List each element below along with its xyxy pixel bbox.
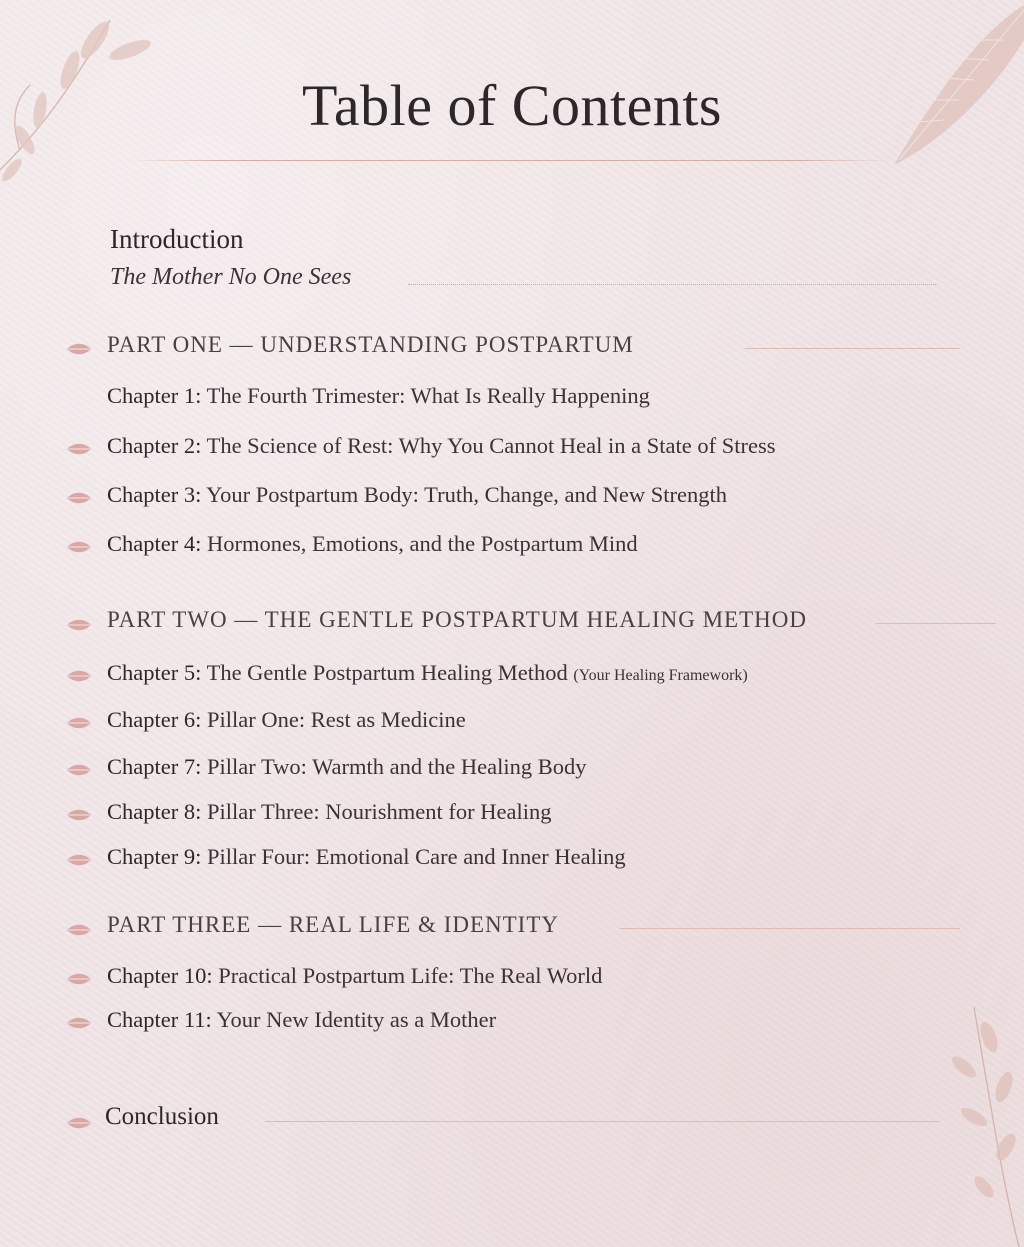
conclusion-divider (265, 1121, 940, 1122)
title-divider (130, 160, 890, 161)
chapter-5: Chapter 5: The Gentle Postpartum Healing Method (Your Healing Framework) (107, 660, 748, 685)
chapter-7: Chapter 7: Pillar Two: Warmth and the Healing Body (107, 754, 587, 779)
conclusion-heading: Conclusion (105, 1103, 219, 1130)
introduction-subtitle: The Mother No One Sees (110, 264, 352, 290)
botanical-branch-icon (934, 997, 1024, 1247)
leaf-bullet-icon (66, 808, 92, 822)
introduction-heading: Introduction (110, 224, 244, 254)
leaf-bullet-icon (66, 618, 92, 632)
leaf-bullet-icon (66, 491, 92, 505)
chapter-3: Chapter 3: Your Postpartum Body: Truth, Change, and New Strength (107, 482, 728, 507)
introduction-leader (408, 284, 938, 286)
leaf-bullet-icon (66, 540, 92, 554)
leaf-bullet-icon (66, 763, 92, 777)
leaf-bullet-icon (66, 442, 92, 456)
part-one-heading: PART ONE — UNDERSTANDING POSTPARTUM (107, 332, 634, 357)
part-three-heading: PART THREE — REAL LIFE & IDENTITY (107, 912, 559, 937)
part-one-divider (745, 348, 960, 349)
chapter-6: Chapter 6: Pillar One: Rest as Medicine (107, 707, 466, 732)
part-three-divider (620, 928, 960, 929)
leaf-bullet-icon (66, 972, 92, 986)
chapter-8: Chapter 8: Pillar Three: Nourishment for Healing (107, 799, 552, 824)
leaf-bullet-icon (66, 669, 92, 683)
leaf-bullet-icon (66, 1016, 92, 1030)
chapter-9: Chapter 9: Pillar Four: Emotional Care and Inner Healing (107, 844, 626, 869)
leaf-bullet-icon (66, 716, 92, 730)
part-two-heading: PART TWO — THE GENTLE POSTPARTUM HEALING METHOD (107, 607, 807, 632)
chapter-4: Chapter 4: Hormones, Emotions, and the Postpartum Mind (107, 531, 638, 556)
page-title: Table of Contents (301, 73, 723, 138)
leaf-bullet-icon (66, 342, 92, 356)
leaf-bullet-icon (66, 853, 92, 867)
leaf-bullet-icon (66, 1116, 92, 1130)
part-two-divider (876, 623, 996, 624)
chapter-1: Chapter 1: The Fourth Trimester: What Is Really Happening (107, 383, 650, 408)
leaf-bullet-icon (66, 923, 92, 937)
chapter-11: Chapter 11: Your New Identity as a Mother (107, 1007, 497, 1032)
chapter-10: Chapter 10: Practical Postpartum Life: The Real World (107, 963, 603, 988)
chapter-2: Chapter 2: The Science of Rest: Why You Cannot Heal in a State of Stress (107, 433, 776, 458)
